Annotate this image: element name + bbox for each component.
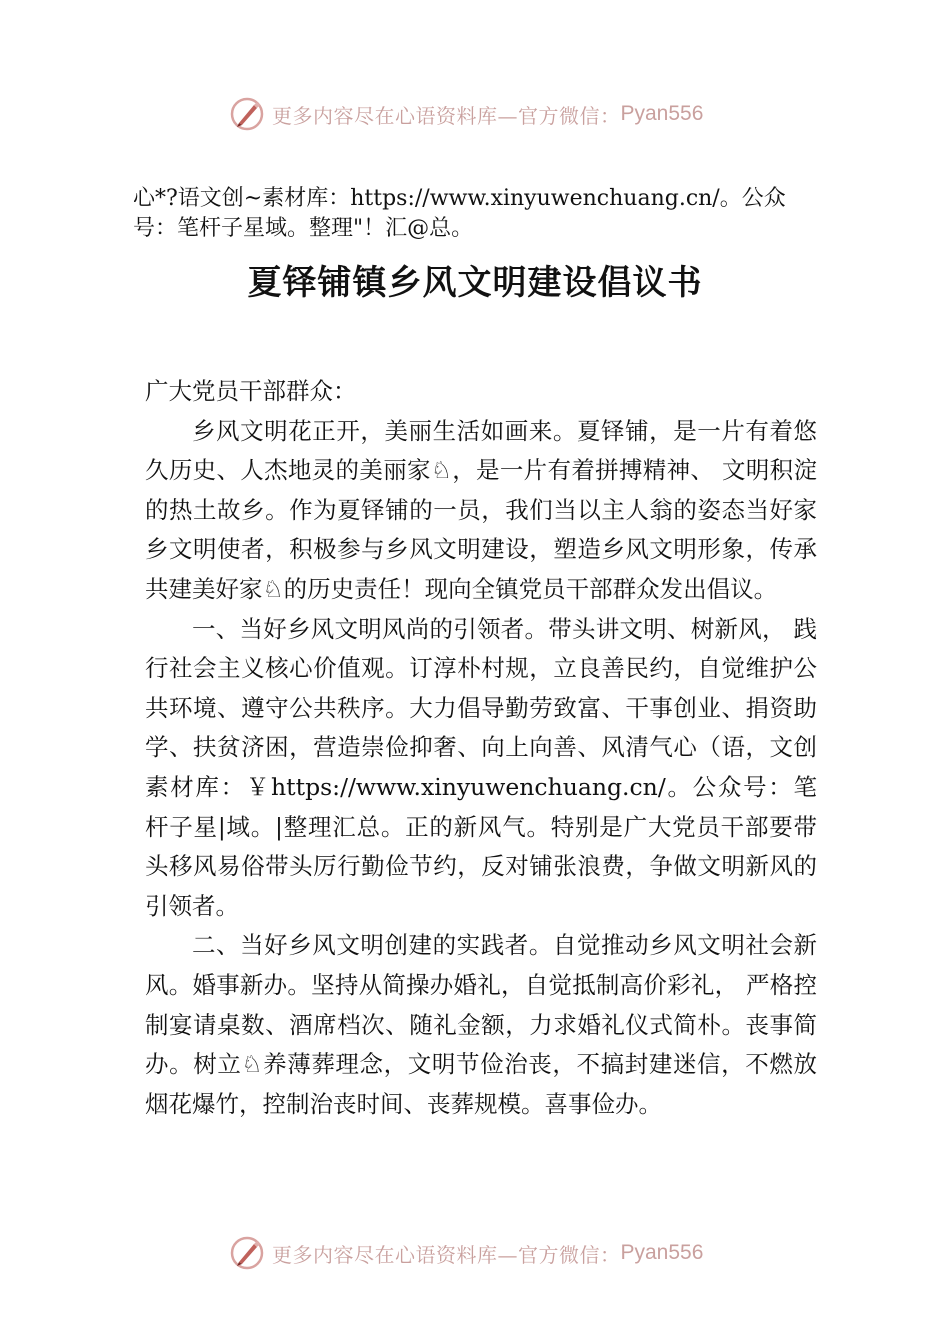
banner-text: 更多内容尽在心语资料库—官方微信： <box>272 103 621 128</box>
header-banner <box>230 94 750 134</box>
paragraph-intro: 乡风文明花正开，美丽生活如画来。夏铎铺，是一片有着悠久历史、人杰地灵的美丽家♘，是一片有着拼搏精神、 文明积淀的热土故乡。作为夏铎铺的一员，我们当以主人翁的姿态当好家乡文明使者，积极参与乡风文明建设，塑造乡风文明形象，传承共建美好家♘的历史责任！现向全镇党员干部群众发出倡议。 <box>145 416 817 603</box>
quill-pen-logo-icon <box>230 1236 264 1270</box>
banner-wechat-id: Pyan556 <box>620 102 704 125</box>
quill-pen-logo-icon <box>230 97 264 131</box>
banner-text: 更多内容尽在心语资料库—官方微信： <box>272 1242 621 1267</box>
footer-banner <box>230 1233 750 1273</box>
document-body <box>145 372 817 1124</box>
paragraph-section-1: 一、当好乡风文明风尚的引领者。带头讲文明、树新风， 践行社会主义核心价值观。订淳朴村规，立良善民约，自觉维护公共环境、遵守公共秩序。大力倡导勤劳致富、干事创业、捐资助学、扶贫济困，营造崇俭抑奢、向上向善、风清气心（语，文创素材库：￥https://www.xinyuwenchuang.cn/。公众号：笔杆子星|域。|整理汇总。正的新风气。特别是广大党员干部要带头移风易俗带头厉行勤俭节约，反对铺张浪费，争做文明新风的引领者。 <box>145 614 817 920</box>
paragraph-section-2: 二、当好乡风文明创建的实践者。自觉推动乡风文明社会新风。婚事新办。坚持从简操办婚礼，自觉抵制高价彩礼， 严格控制宴请桌数、酒席档次、随礼金额，力求婚礼仪式简朴。丧事简办。树立♘养薄葬理念，文明节俭治丧，不搞封建迷信，不燃放烟花爆竹，控制治丧时间、丧葬规模。喜事俭办。 <box>145 931 817 1118</box>
banner-wechat-id: Pyan556 <box>620 1241 704 1264</box>
document-title: 夏铎铺镇乡风文明建设倡议书 <box>247 263 703 303</box>
salutation: 广大党员干部群众： <box>145 377 357 405</box>
source-note: 心*?语文创~素材库：https://www.xinyuwenchuang.cn/。公众号：笔杆子星域。整理"！汇@总。 <box>133 186 786 241</box>
